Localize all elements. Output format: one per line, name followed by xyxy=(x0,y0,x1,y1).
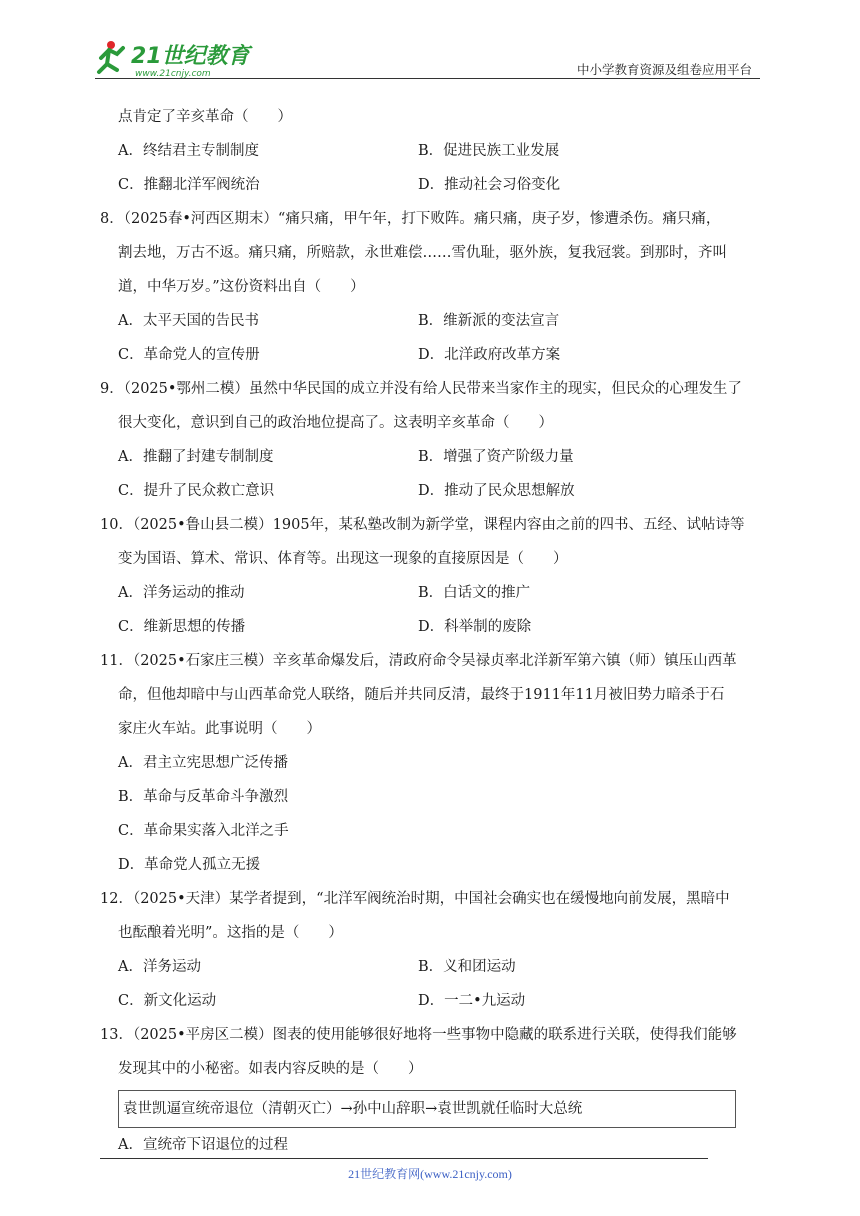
option-b: B．义和团运动 xyxy=(418,959,516,975)
material-box: 袁世凯逼宣统帝退位（清朝灭亡）→孙中山辞职→袁世凯就任临时大总统 xyxy=(118,1090,736,1128)
page-header xyxy=(95,30,760,82)
option-c: C．革命果实落入北洋之手 xyxy=(118,823,289,839)
question-stem: 发现其中的小秘密。如表内容反映的是（ ） xyxy=(118,1061,423,1077)
option-d: D．推动社会习俗变化 xyxy=(418,177,561,193)
option-b: B．革命与反革命斗争激烈 xyxy=(118,789,289,805)
option-c: C．新文化运动 xyxy=(118,993,217,1009)
question-stem: 变为国语、算术、常识、体育等。出现这一现象的直接原因是（ ） xyxy=(118,551,568,567)
question-8 xyxy=(100,202,758,372)
option-d: D．革命党人孤立无援 xyxy=(118,857,261,873)
option-a: A．洋务运动的推动 xyxy=(118,585,245,601)
option-a: A．太平天国的告民书 xyxy=(118,313,259,329)
question-stem: 道，中华万岁。”这份资料出自（ ） xyxy=(118,279,365,295)
option-d: D．推动了民众思想解放 xyxy=(418,483,575,499)
option-b: B．维新派的变法宣言 xyxy=(418,313,560,329)
header-divider xyxy=(95,78,760,79)
runner-icon xyxy=(99,41,123,72)
option-c: C．革命党人的宣传册 xyxy=(118,347,260,363)
option-d: D．一二•九运动 xyxy=(418,993,526,1009)
question-stem: 割去地，万古不返。痛只痛，所赔款，永世难偿……雪仇耻，驱外族，复我冠裳。到那时，齐叫 xyxy=(118,245,727,261)
option-a: A．洋务运动 xyxy=(118,959,201,975)
option-b: B．白话文的推广 xyxy=(418,585,531,601)
question-stem: 也酝酿着光明”。这指的是（ ） xyxy=(118,925,343,941)
question-stem: 8．（2025春•河西区期末）“痛只痛，甲午年，打下败阵。痛只痛，庚子岁，惨遭杀伤。痛只痛， xyxy=(100,211,721,227)
option-b: B．促进民族工业发展 xyxy=(418,143,560,159)
footer-divider xyxy=(100,1158,708,1159)
question-11 xyxy=(100,644,758,882)
svg-text:www.21cnjy.com: www.21cnjy.com xyxy=(135,69,211,79)
question-stem: 9．（2025•鄂州二模）虽然中华民国的成立并没有给人民带来当家作主的现实，但民众的心理发生了 xyxy=(100,381,742,397)
question-stem: 很大变化，意识到自己的政治地位提高了。这表明辛亥革命（ ） xyxy=(118,415,553,431)
question-9 xyxy=(100,372,758,508)
question-stem: 13．（2025•平房区二模）图表的使用能够很好地将一些事物中隐藏的联系进行关联，使得我们能够 xyxy=(100,1027,737,1043)
question-stem: 点肯定了辛亥革命（ ） xyxy=(118,109,292,125)
question-10 xyxy=(100,508,758,644)
question-stem: 12．（2025•天津）某学者提到，“北洋军阀统治时期，中国社会确实也在缓慢地向前发展，黑暗中 xyxy=(100,891,730,907)
option-a: A．推翻了封建专制制度 xyxy=(118,449,274,465)
page-footer: 21世纪教育网(www.21cnjy.com) xyxy=(348,1167,512,1181)
question-stem: 家庄火车站。此事说明（ ） xyxy=(118,721,321,737)
question-12 xyxy=(100,882,758,1018)
question-stem: 命，但他却暗中与山西革命党人联络，随后并共同反清，最终于1911年11月被旧势力暗杀于石 xyxy=(118,687,725,703)
question-list xyxy=(100,100,758,1162)
question-7 xyxy=(118,100,758,202)
option-b: B．增强了资产阶级力量 xyxy=(418,449,574,465)
option-a: A．终结君主专制制度 xyxy=(118,143,259,159)
option-a: A．君主立宪思想广泛传播 xyxy=(118,755,288,771)
question-13 xyxy=(100,1018,758,1162)
option-c: C．维新思想的传播 xyxy=(118,619,246,635)
question-stem: 11．（2025•石家庄三模）辛亥革命爆发后，清政府命令吴禄贞率北洋新军第六镇（师）镇压山西革 xyxy=(100,653,737,669)
site-logo xyxy=(95,36,265,80)
question-stem: 10．（2025•鲁山县二模）1905年，某私塾改制为新学堂，课程内容由之前的四书、五经、试帖诗等 xyxy=(100,517,745,533)
option-a: A．宣统帝下诏退位的过程 xyxy=(118,1137,288,1153)
option-c: C．推翻北洋军阀统治 xyxy=(118,177,260,193)
svg-text:21世纪教育: 21世纪教育 xyxy=(131,44,250,69)
option-d: D．科举制的废除 xyxy=(418,619,532,635)
option-c: C．提升了民众救亡意识 xyxy=(118,483,275,499)
platform-name: 中小学教育资源及组卷应用平台 xyxy=(576,62,752,77)
option-d: D．北洋政府改革方案 xyxy=(418,347,561,363)
